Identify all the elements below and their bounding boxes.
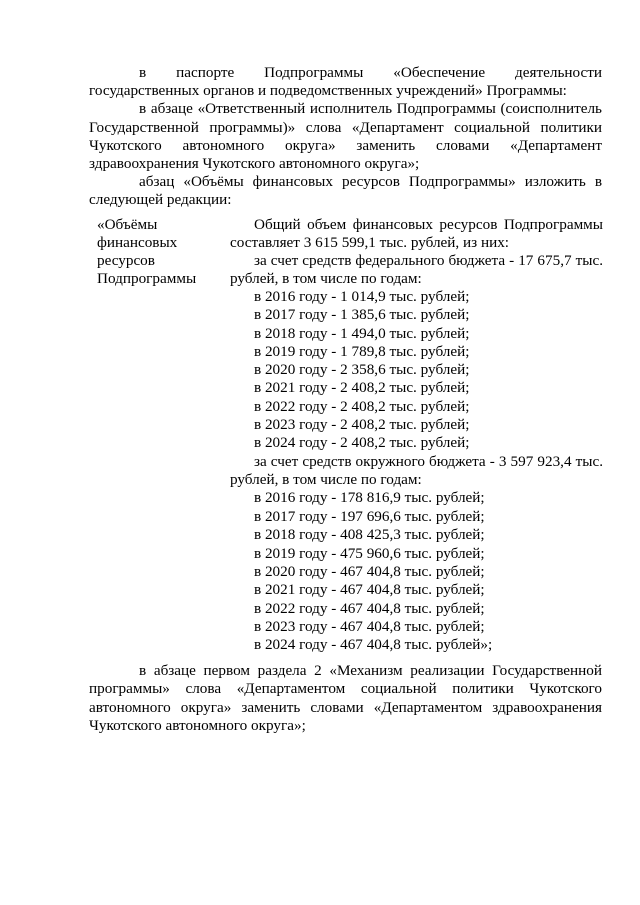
paragraph-3-line-1: абзац «Объёмы финансовых ресурсов Подпрограммы» изложить в: [139, 173, 602, 190]
federal-year-2016: в 2016 году - 1 014,9 тыс. рублей;: [254, 288, 470, 305]
federal-year-2020: в 2020 году - 2 358,6 тыс. рублей;: [254, 361, 470, 378]
paragraph-1-line-2: государственных органов и подведомственных учреждений» Программы:: [89, 82, 567, 99]
table-label-line-3: ресурсов: [97, 252, 155, 269]
federal-year-2024: в 2024 году - 2 408,2 тыс. рублей;: [254, 434, 470, 451]
federal-year-2018: в 2018 году - 1 494,0 тыс. рублей;: [254, 325, 470, 342]
district-intro-line-2: рублей, в том числе по годам:: [230, 471, 422, 488]
table-intro-line-2: составляет 3 615 599,1 тыс. рублей, из них:: [230, 234, 510, 251]
district-year-2023: в 2023 году - 467 404,8 тыс. рублей;: [254, 618, 485, 635]
paragraph-4-line-3: автономного округа» заменить словами «Департаментом здравоохранения: [89, 699, 602, 716]
table-label-line-4: Подпрограммы: [97, 270, 197, 287]
paragraph-1-line-1: в паспорте Подпрограммы «Обеспечение деятельности: [139, 64, 602, 81]
district-year-2024: в 2024 году - 467 404,8 тыс. рублей»;: [254, 636, 493, 653]
district-year-2018: в 2018 году - 408 425,3 тыс. рублей;: [254, 526, 485, 543]
table-label-line-1: «Объёмы: [97, 216, 158, 233]
district-year-2020: в 2020 году - 467 404,8 тыс. рублей;: [254, 563, 485, 580]
paragraph-2-line-2: Государственной программы)» слова «Департамент социальной политики: [89, 119, 602, 136]
district-intro-line-1: за счет средств окружного бюджета - 3 597 923,4 тыс.: [254, 453, 603, 470]
district-year-2019: в 2019 году - 475 960,6 тыс. рублей;: [254, 545, 485, 562]
federal-intro-line-2: рублей, в том числе по годам:: [230, 270, 422, 287]
paragraph-2-line-1: в абзаце «Ответственный исполнитель Подпрограммы (соисполнитель: [139, 100, 602, 117]
district-year-2021: в 2021 году - 467 404,8 тыс. рублей;: [254, 581, 485, 598]
paragraph-4-line-2: программы» слова «Департаментом социальной политики Чукотского: [89, 680, 602, 697]
district-year-2022: в 2022 году - 467 404,8 тыс. рублей;: [254, 600, 485, 617]
paragraph-2-line-3: Чукотского автономного округа» заменить словами «Департамент: [89, 137, 602, 154]
federal-year-2017: в 2017 году - 1 385,6 тыс. рублей;: [254, 306, 470, 323]
federal-year-2019: в 2019 году - 1 789,8 тыс. рублей;: [254, 343, 470, 360]
district-year-2016: в 2016 году - 178 816,9 тыс. рублей;: [254, 489, 485, 506]
paragraph-2-line-4: здравоохранения Чукотского автономного округа»;: [89, 155, 420, 172]
district-year-2017: в 2017 году - 197 696,6 тыс. рублей;: [254, 508, 485, 525]
federal-year-2022: в 2022 году - 2 408,2 тыс. рублей;: [254, 398, 470, 415]
federal-year-2023: в 2023 году - 2 408,2 тыс. рублей;: [254, 416, 470, 433]
table-label-line-2: финансовых: [97, 234, 178, 251]
paragraph-4-line-1: в абзаце первом раздела 2 «Механизм реализации Государственной: [139, 662, 602, 679]
paragraph-4-line-4: Чукотского автономного округа»;: [89, 717, 306, 734]
paragraph-3-line-2: следующей редакции:: [89, 191, 232, 208]
federal-intro-line-1: за счет средств федерального бюджета - 17 675,7 тыс.: [254, 252, 603, 269]
federal-year-2021: в 2021 году - 2 408,2 тыс. рублей;: [254, 379, 470, 396]
table-intro-line-1: Общий объем финансовых ресурсов Подпрограммы: [254, 216, 603, 233]
